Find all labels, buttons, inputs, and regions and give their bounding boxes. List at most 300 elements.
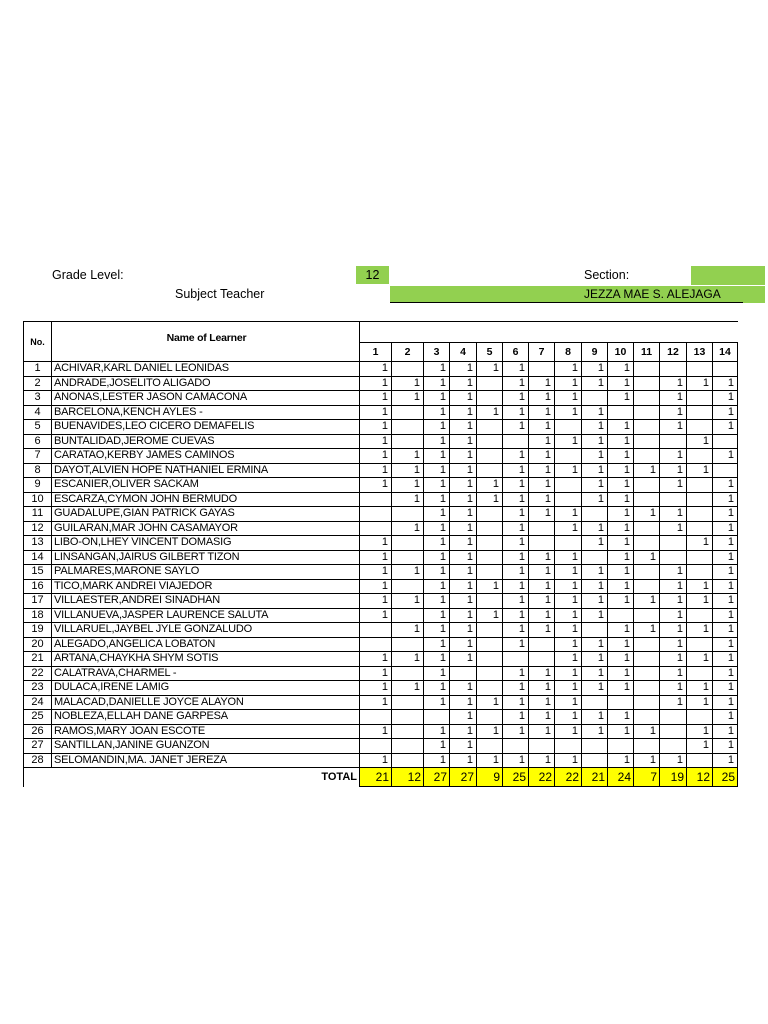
mark-cell[interactable]: 1 — [424, 463, 450, 478]
mark-cell[interactable] — [634, 579, 660, 594]
mark-cell[interactable]: 1 — [503, 710, 529, 725]
learner-name[interactable]: TICO,MARK ANDREI VIAJEDOR — [52, 579, 360, 594]
mark-cell[interactable] — [582, 550, 608, 565]
mark-cell[interactable]: 1 — [360, 608, 392, 623]
mark-cell[interactable] — [634, 420, 660, 435]
learner-name[interactable]: LIBO-ON,LHEY VINCENT DOMASIG — [52, 536, 360, 551]
learner-name[interactable]: LINSANGAN,JAIRUS GILBERT TIZON — [52, 550, 360, 565]
mark-cell[interactable]: 1 — [713, 739, 738, 754]
mark-cell[interactable] — [392, 695, 424, 710]
mark-cell[interactable] — [687, 753, 713, 768]
learner-name[interactable]: SANTILLAN,JANINE GUANZON — [52, 739, 360, 754]
mark-cell[interactable] — [634, 710, 660, 725]
mark-cell[interactable]: 1 — [477, 608, 503, 623]
mark-cell[interactable] — [392, 608, 424, 623]
mark-cell[interactable] — [477, 594, 503, 609]
mark-cell[interactable] — [555, 478, 582, 493]
mark-cell[interactable] — [687, 507, 713, 522]
mark-cell[interactable]: 1 — [424, 376, 450, 391]
mark-cell[interactable] — [634, 637, 660, 652]
mark-cell[interactable]: 1 — [392, 463, 424, 478]
mark-cell[interactable]: 1 — [555, 521, 582, 536]
mark-cell[interactable]: 1 — [503, 405, 529, 420]
mark-cell[interactable] — [392, 710, 424, 725]
learner-name[interactable]: GUADALUPE,GIAN PATRICK GAYAS — [52, 507, 360, 522]
mark-cell[interactable]: 1 — [713, 710, 738, 725]
mark-cell[interactable]: 1 — [360, 579, 392, 594]
mark-cell[interactable] — [392, 507, 424, 522]
mark-cell[interactable]: 1 — [634, 550, 660, 565]
mark-cell[interactable]: 1 — [713, 521, 738, 536]
learner-name[interactable]: BUNTALIDAD,JEROME CUEVAS — [52, 434, 360, 449]
mark-cell[interactable]: 1 — [555, 724, 582, 739]
mark-cell[interactable]: 1 — [713, 492, 738, 507]
mark-cell[interactable]: 1 — [660, 565, 687, 580]
mark-cell[interactable]: 1 — [503, 608, 529, 623]
mark-cell[interactable]: 1 — [424, 420, 450, 435]
mark-cell[interactable]: 1 — [392, 449, 424, 464]
mark-cell[interactable]: 1 — [503, 565, 529, 580]
mark-cell[interactable]: 1 — [360, 753, 392, 768]
mark-cell[interactable]: 1 — [529, 681, 555, 696]
mark-cell[interactable]: 1 — [450, 623, 477, 638]
mark-cell[interactable] — [529, 521, 555, 536]
mark-cell[interactable] — [634, 362, 660, 377]
mark-cell[interactable] — [392, 536, 424, 551]
mark-cell[interactable]: 1 — [713, 681, 738, 696]
mark-cell[interactable]: 1 — [582, 463, 608, 478]
mark-cell[interactable]: 1 — [582, 521, 608, 536]
mark-cell[interactable]: 1 — [424, 449, 450, 464]
mark-cell[interactable] — [529, 652, 555, 667]
mark-cell[interactable]: 1 — [555, 362, 582, 377]
mark-cell[interactable]: 1 — [529, 579, 555, 594]
mark-cell[interactable]: 1 — [555, 666, 582, 681]
mark-cell[interactable]: 1 — [450, 724, 477, 739]
mark-cell[interactable]: 1 — [424, 521, 450, 536]
mark-cell[interactable]: 1 — [529, 666, 555, 681]
mark-cell[interactable]: 1 — [713, 666, 738, 681]
mark-cell[interactable]: 1 — [529, 724, 555, 739]
mark-cell[interactable]: 1 — [450, 391, 477, 406]
mark-cell[interactable]: 1 — [503, 550, 529, 565]
mark-cell[interactable] — [634, 376, 660, 391]
mark-cell[interactable]: 1 — [529, 594, 555, 609]
mark-cell[interactable] — [608, 695, 634, 710]
mark-cell[interactable]: 1 — [392, 594, 424, 609]
mark-cell[interactable]: 1 — [529, 565, 555, 580]
mark-cell[interactable] — [660, 492, 687, 507]
mark-cell[interactable]: 1 — [360, 405, 392, 420]
mark-cell[interactable]: 1 — [529, 376, 555, 391]
mark-cell[interactable]: 1 — [392, 565, 424, 580]
mark-cell[interactable]: 1 — [582, 681, 608, 696]
mark-cell[interactable] — [634, 449, 660, 464]
mark-cell[interactable]: 1 — [529, 695, 555, 710]
mark-cell[interactable]: 1 — [503, 492, 529, 507]
mark-cell[interactable] — [660, 536, 687, 551]
mark-cell[interactable]: 1 — [503, 623, 529, 638]
mark-cell[interactable]: 1 — [424, 739, 450, 754]
mark-cell[interactable] — [660, 724, 687, 739]
mark-cell[interactable]: 1 — [503, 507, 529, 522]
mark-cell[interactable]: 1 — [713, 724, 738, 739]
mark-cell[interactable]: 1 — [360, 463, 392, 478]
mark-cell[interactable] — [608, 739, 634, 754]
mark-cell[interactable] — [477, 666, 503, 681]
mark-cell[interactable]: 1 — [582, 434, 608, 449]
mark-cell[interactable]: 1 — [477, 695, 503, 710]
mark-cell[interactable] — [392, 739, 424, 754]
mark-cell[interactable]: 1 — [660, 594, 687, 609]
mark-cell[interactable]: 1 — [477, 362, 503, 377]
mark-cell[interactable]: 1 — [555, 695, 582, 710]
mark-cell[interactable] — [555, 420, 582, 435]
mark-cell[interactable] — [503, 434, 529, 449]
mark-cell[interactable] — [529, 536, 555, 551]
mark-cell[interactable] — [634, 405, 660, 420]
mark-cell[interactable] — [477, 565, 503, 580]
mark-cell[interactable] — [392, 420, 424, 435]
mark-cell[interactable] — [634, 536, 660, 551]
mark-cell[interactable]: 1 — [424, 362, 450, 377]
mark-cell[interactable]: 1 — [450, 434, 477, 449]
mark-cell[interactable]: 1 — [660, 478, 687, 493]
mark-cell[interactable]: 1 — [503, 449, 529, 464]
mark-cell[interactable]: 1 — [392, 492, 424, 507]
mark-cell[interactable]: 1 — [360, 724, 392, 739]
mark-cell[interactable] — [634, 391, 660, 406]
mark-cell[interactable]: 1 — [450, 492, 477, 507]
mark-cell[interactable] — [555, 536, 582, 551]
mark-cell[interactable]: 1 — [582, 608, 608, 623]
learner-name[interactable]: RAMOS,MARY JOAN ESCOTE — [52, 724, 360, 739]
mark-cell[interactable]: 1 — [713, 608, 738, 623]
mark-cell[interactable] — [360, 710, 392, 725]
mark-cell[interactable]: 1 — [450, 420, 477, 435]
mark-cell[interactable]: 1 — [450, 594, 477, 609]
mark-cell[interactable]: 1 — [555, 637, 582, 652]
mark-cell[interactable]: 1 — [687, 695, 713, 710]
mark-cell[interactable]: 1 — [424, 666, 450, 681]
mark-cell[interactable] — [687, 565, 713, 580]
mark-cell[interactable]: 1 — [450, 376, 477, 391]
mark-cell[interactable]: 1 — [424, 695, 450, 710]
mark-cell[interactable] — [582, 739, 608, 754]
mark-cell[interactable]: 1 — [424, 434, 450, 449]
mark-cell[interactable] — [687, 391, 713, 406]
mark-cell[interactable] — [360, 637, 392, 652]
mark-cell[interactable]: 1 — [713, 579, 738, 594]
mark-cell[interactable]: 1 — [713, 753, 738, 768]
mark-cell[interactable]: 1 — [424, 753, 450, 768]
mark-cell[interactable]: 1 — [424, 681, 450, 696]
mark-cell[interactable]: 1 — [582, 579, 608, 594]
mark-cell[interactable]: 1 — [360, 652, 392, 667]
mark-cell[interactable] — [660, 362, 687, 377]
mark-cell[interactable] — [634, 695, 660, 710]
mark-cell[interactable]: 1 — [529, 753, 555, 768]
mark-cell[interactable]: 1 — [450, 710, 477, 725]
mark-cell[interactable] — [477, 739, 503, 754]
learner-name[interactable]: BUENAVIDES,LEO CICERO DEMAFELIS — [52, 420, 360, 435]
learner-name[interactable]: NOBLEZA,ELLAH DANE GARPESA — [52, 710, 360, 725]
mark-cell[interactable] — [660, 710, 687, 725]
learner-name[interactable]: ESCARZA,CYMON JOHN BERMUDO — [52, 492, 360, 507]
mark-cell[interactable]: 1 — [608, 478, 634, 493]
mark-cell[interactable]: 1 — [360, 565, 392, 580]
mark-cell[interactable]: 1 — [555, 608, 582, 623]
mark-cell[interactable] — [392, 550, 424, 565]
mark-cell[interactable] — [392, 666, 424, 681]
mark-cell[interactable]: 1 — [582, 710, 608, 725]
mark-cell[interactable]: 1 — [360, 391, 392, 406]
learner-name[interactable]: CARATAO,KERBY JAMES CAMINOS — [52, 449, 360, 464]
learner-name[interactable]: ALEGADO,ANGELICA LOBATON — [52, 637, 360, 652]
mark-cell[interactable]: 1 — [713, 478, 738, 493]
mark-cell[interactable]: 1 — [503, 753, 529, 768]
mark-cell[interactable]: 1 — [608, 420, 634, 435]
mark-cell[interactable]: 1 — [608, 434, 634, 449]
mark-cell[interactable] — [582, 507, 608, 522]
mark-cell[interactable]: 1 — [660, 608, 687, 623]
mark-cell[interactable]: 1 — [555, 565, 582, 580]
mark-cell[interactable]: 1 — [608, 449, 634, 464]
mark-cell[interactable]: 1 — [555, 405, 582, 420]
mark-cell[interactable]: 1 — [450, 652, 477, 667]
mark-cell[interactable] — [634, 666, 660, 681]
mark-cell[interactable]: 1 — [608, 565, 634, 580]
mark-cell[interactable]: 1 — [450, 521, 477, 536]
mark-cell[interactable]: 1 — [503, 594, 529, 609]
mark-cell[interactable]: 1 — [687, 623, 713, 638]
mark-cell[interactable]: 1 — [392, 623, 424, 638]
mark-cell[interactable]: 1 — [424, 623, 450, 638]
mark-cell[interactable]: 1 — [608, 507, 634, 522]
mark-cell[interactable]: 1 — [660, 507, 687, 522]
mark-cell[interactable]: 1 — [660, 579, 687, 594]
mark-cell[interactable]: 1 — [529, 550, 555, 565]
learner-name[interactable]: DAYOT,ALVIEN HOPE NATHANIEL ERMINA — [52, 463, 360, 478]
mark-cell[interactable]: 1 — [687, 724, 713, 739]
mark-cell[interactable]: 1 — [424, 405, 450, 420]
mark-cell[interactable] — [477, 434, 503, 449]
mark-cell[interactable]: 1 — [660, 391, 687, 406]
mark-cell[interactable] — [477, 449, 503, 464]
mark-cell[interactable] — [555, 492, 582, 507]
mark-cell[interactable]: 1 — [360, 536, 392, 551]
mark-cell[interactable]: 1 — [582, 637, 608, 652]
mark-cell[interactable]: 1 — [555, 507, 582, 522]
mark-cell[interactable] — [529, 739, 555, 754]
mark-cell[interactable]: 1 — [713, 652, 738, 667]
mark-cell[interactable] — [634, 681, 660, 696]
learner-name[interactable]: ANDRADE,JOSELITO ALIGADO — [52, 376, 360, 391]
mark-cell[interactable]: 1 — [660, 405, 687, 420]
mark-cell[interactable] — [477, 463, 503, 478]
mark-cell[interactable] — [450, 666, 477, 681]
mark-cell[interactable]: 1 — [503, 724, 529, 739]
mark-cell[interactable]: 1 — [713, 594, 738, 609]
learner-name[interactable]: GUILARAN,MAR JOHN CASAMAYOR — [52, 521, 360, 536]
mark-cell[interactable]: 1 — [608, 536, 634, 551]
mark-cell[interactable]: 1 — [555, 681, 582, 696]
mark-cell[interactable]: 1 — [360, 376, 392, 391]
mark-cell[interactable]: 1 — [608, 681, 634, 696]
mark-cell[interactable] — [634, 492, 660, 507]
mark-cell[interactable]: 1 — [529, 492, 555, 507]
mark-cell[interactable]: 1 — [582, 565, 608, 580]
mark-cell[interactable]: 1 — [608, 710, 634, 725]
mark-cell[interactable]: 1 — [713, 449, 738, 464]
mark-cell[interactable]: 1 — [392, 652, 424, 667]
mark-cell[interactable] — [582, 695, 608, 710]
mark-cell[interactable] — [687, 521, 713, 536]
mark-cell[interactable]: 1 — [608, 753, 634, 768]
mark-cell[interactable]: 1 — [687, 579, 713, 594]
mark-cell[interactable] — [687, 492, 713, 507]
mark-cell[interactable]: 1 — [660, 463, 687, 478]
mark-cell[interactable]: 1 — [660, 637, 687, 652]
mark-cell[interactable]: 1 — [582, 362, 608, 377]
mark-cell[interactable]: 1 — [424, 608, 450, 623]
mark-cell[interactable]: 1 — [687, 739, 713, 754]
mark-cell[interactable]: 1 — [713, 391, 738, 406]
mark-cell[interactable]: 1 — [450, 478, 477, 493]
mark-cell[interactable]: 1 — [424, 478, 450, 493]
mark-cell[interactable]: 1 — [555, 434, 582, 449]
mark-cell[interactable]: 1 — [555, 376, 582, 391]
mark-cell[interactable]: 1 — [608, 652, 634, 667]
mark-cell[interactable]: 1 — [660, 652, 687, 667]
mark-cell[interactable] — [634, 434, 660, 449]
mark-cell[interactable]: 1 — [360, 666, 392, 681]
mark-cell[interactable] — [360, 492, 392, 507]
mark-cell[interactable] — [477, 710, 503, 725]
mark-cell[interactable]: 1 — [477, 579, 503, 594]
mark-cell[interactable]: 1 — [608, 521, 634, 536]
mark-cell[interactable]: 1 — [608, 623, 634, 638]
mark-cell[interactable] — [555, 449, 582, 464]
mark-cell[interactable]: 1 — [477, 478, 503, 493]
mark-cell[interactable] — [360, 623, 392, 638]
mark-cell[interactable]: 1 — [360, 420, 392, 435]
mark-cell[interactable]: 1 — [582, 492, 608, 507]
mark-cell[interactable] — [477, 507, 503, 522]
mark-cell[interactable]: 1 — [529, 710, 555, 725]
mark-cell[interactable]: 1 — [424, 579, 450, 594]
mark-cell[interactable]: 1 — [555, 391, 582, 406]
mark-cell[interactable] — [392, 362, 424, 377]
mark-cell[interactable] — [634, 478, 660, 493]
mark-cell[interactable]: 1 — [608, 637, 634, 652]
mark-cell[interactable]: 1 — [555, 652, 582, 667]
mark-cell[interactable] — [477, 652, 503, 667]
mark-cell[interactable]: 1 — [660, 521, 687, 536]
mark-cell[interactable] — [477, 550, 503, 565]
mark-cell[interactable]: 1 — [713, 376, 738, 391]
mark-cell[interactable]: 1 — [424, 724, 450, 739]
mark-cell[interactable] — [582, 753, 608, 768]
mark-cell[interactable]: 1 — [582, 376, 608, 391]
mark-cell[interactable]: 1 — [529, 478, 555, 493]
mark-cell[interactable]: 1 — [450, 753, 477, 768]
mark-cell[interactable]: 1 — [608, 594, 634, 609]
mark-cell[interactable]: 1 — [713, 507, 738, 522]
mark-cell[interactable] — [582, 391, 608, 406]
mark-cell[interactable] — [634, 521, 660, 536]
mark-cell[interactable] — [713, 463, 738, 478]
mark-cell[interactable]: 1 — [424, 536, 450, 551]
mark-cell[interactable] — [477, 681, 503, 696]
mark-cell[interactable] — [477, 623, 503, 638]
mark-cell[interactable] — [687, 637, 713, 652]
mark-cell[interactable]: 1 — [582, 594, 608, 609]
mark-cell[interactable] — [392, 405, 424, 420]
mark-cell[interactable]: 1 — [360, 695, 392, 710]
mark-cell[interactable]: 1 — [713, 637, 738, 652]
mark-cell[interactable]: 1 — [360, 362, 392, 377]
mark-cell[interactable]: 1 — [555, 463, 582, 478]
mark-cell[interactable] — [360, 739, 392, 754]
mark-cell[interactable]: 1 — [392, 521, 424, 536]
mark-cell[interactable]: 1 — [529, 449, 555, 464]
mark-cell[interactable]: 1 — [450, 695, 477, 710]
mark-cell[interactable] — [713, 362, 738, 377]
mark-cell[interactable]: 1 — [687, 463, 713, 478]
mark-cell[interactable]: 1 — [634, 623, 660, 638]
mark-cell[interactable]: 1 — [450, 536, 477, 551]
mark-cell[interactable] — [360, 507, 392, 522]
mark-cell[interactable] — [503, 739, 529, 754]
mark-cell[interactable]: 1 — [360, 681, 392, 696]
mark-cell[interactable]: 1 — [450, 405, 477, 420]
mark-cell[interactable]: 1 — [450, 681, 477, 696]
mark-cell[interactable]: 1 — [660, 753, 687, 768]
mark-cell[interactable]: 1 — [608, 376, 634, 391]
mark-cell[interactable]: 1 — [360, 434, 392, 449]
learner-name[interactable]: MALACAD,DANIELLE JOYCE ALAYON — [52, 695, 360, 710]
mark-cell[interactable]: 1 — [634, 507, 660, 522]
mark-cell[interactable]: 1 — [503, 521, 529, 536]
mark-cell[interactable]: 1 — [555, 579, 582, 594]
mark-cell[interactable] — [687, 449, 713, 464]
mark-cell[interactable]: 1 — [503, 637, 529, 652]
mark-cell[interactable]: 1 — [360, 550, 392, 565]
mark-cell[interactable]: 1 — [450, 362, 477, 377]
mark-cell[interactable]: 1 — [424, 507, 450, 522]
mark-cell[interactable]: 1 — [450, 463, 477, 478]
mark-cell[interactable]: 1 — [713, 420, 738, 435]
mark-cell[interactable]: 1 — [608, 666, 634, 681]
mark-cell[interactable]: 1 — [477, 492, 503, 507]
mark-cell[interactable]: 1 — [529, 507, 555, 522]
mark-cell[interactable]: 1 — [529, 463, 555, 478]
mark-cell[interactable] — [477, 391, 503, 406]
mark-cell[interactable]: 1 — [503, 536, 529, 551]
mark-cell[interactable] — [634, 608, 660, 623]
mark-cell[interactable] — [687, 710, 713, 725]
mark-cell[interactable]: 1 — [660, 449, 687, 464]
mark-cell[interactable]: 1 — [503, 376, 529, 391]
mark-cell[interactable] — [555, 739, 582, 754]
mark-cell[interactable]: 1 — [503, 478, 529, 493]
mark-cell[interactable] — [660, 434, 687, 449]
mark-cell[interactable]: 1 — [529, 391, 555, 406]
mark-cell[interactable] — [687, 478, 713, 493]
mark-cell[interactable]: 1 — [660, 420, 687, 435]
mark-cell[interactable] — [360, 521, 392, 536]
